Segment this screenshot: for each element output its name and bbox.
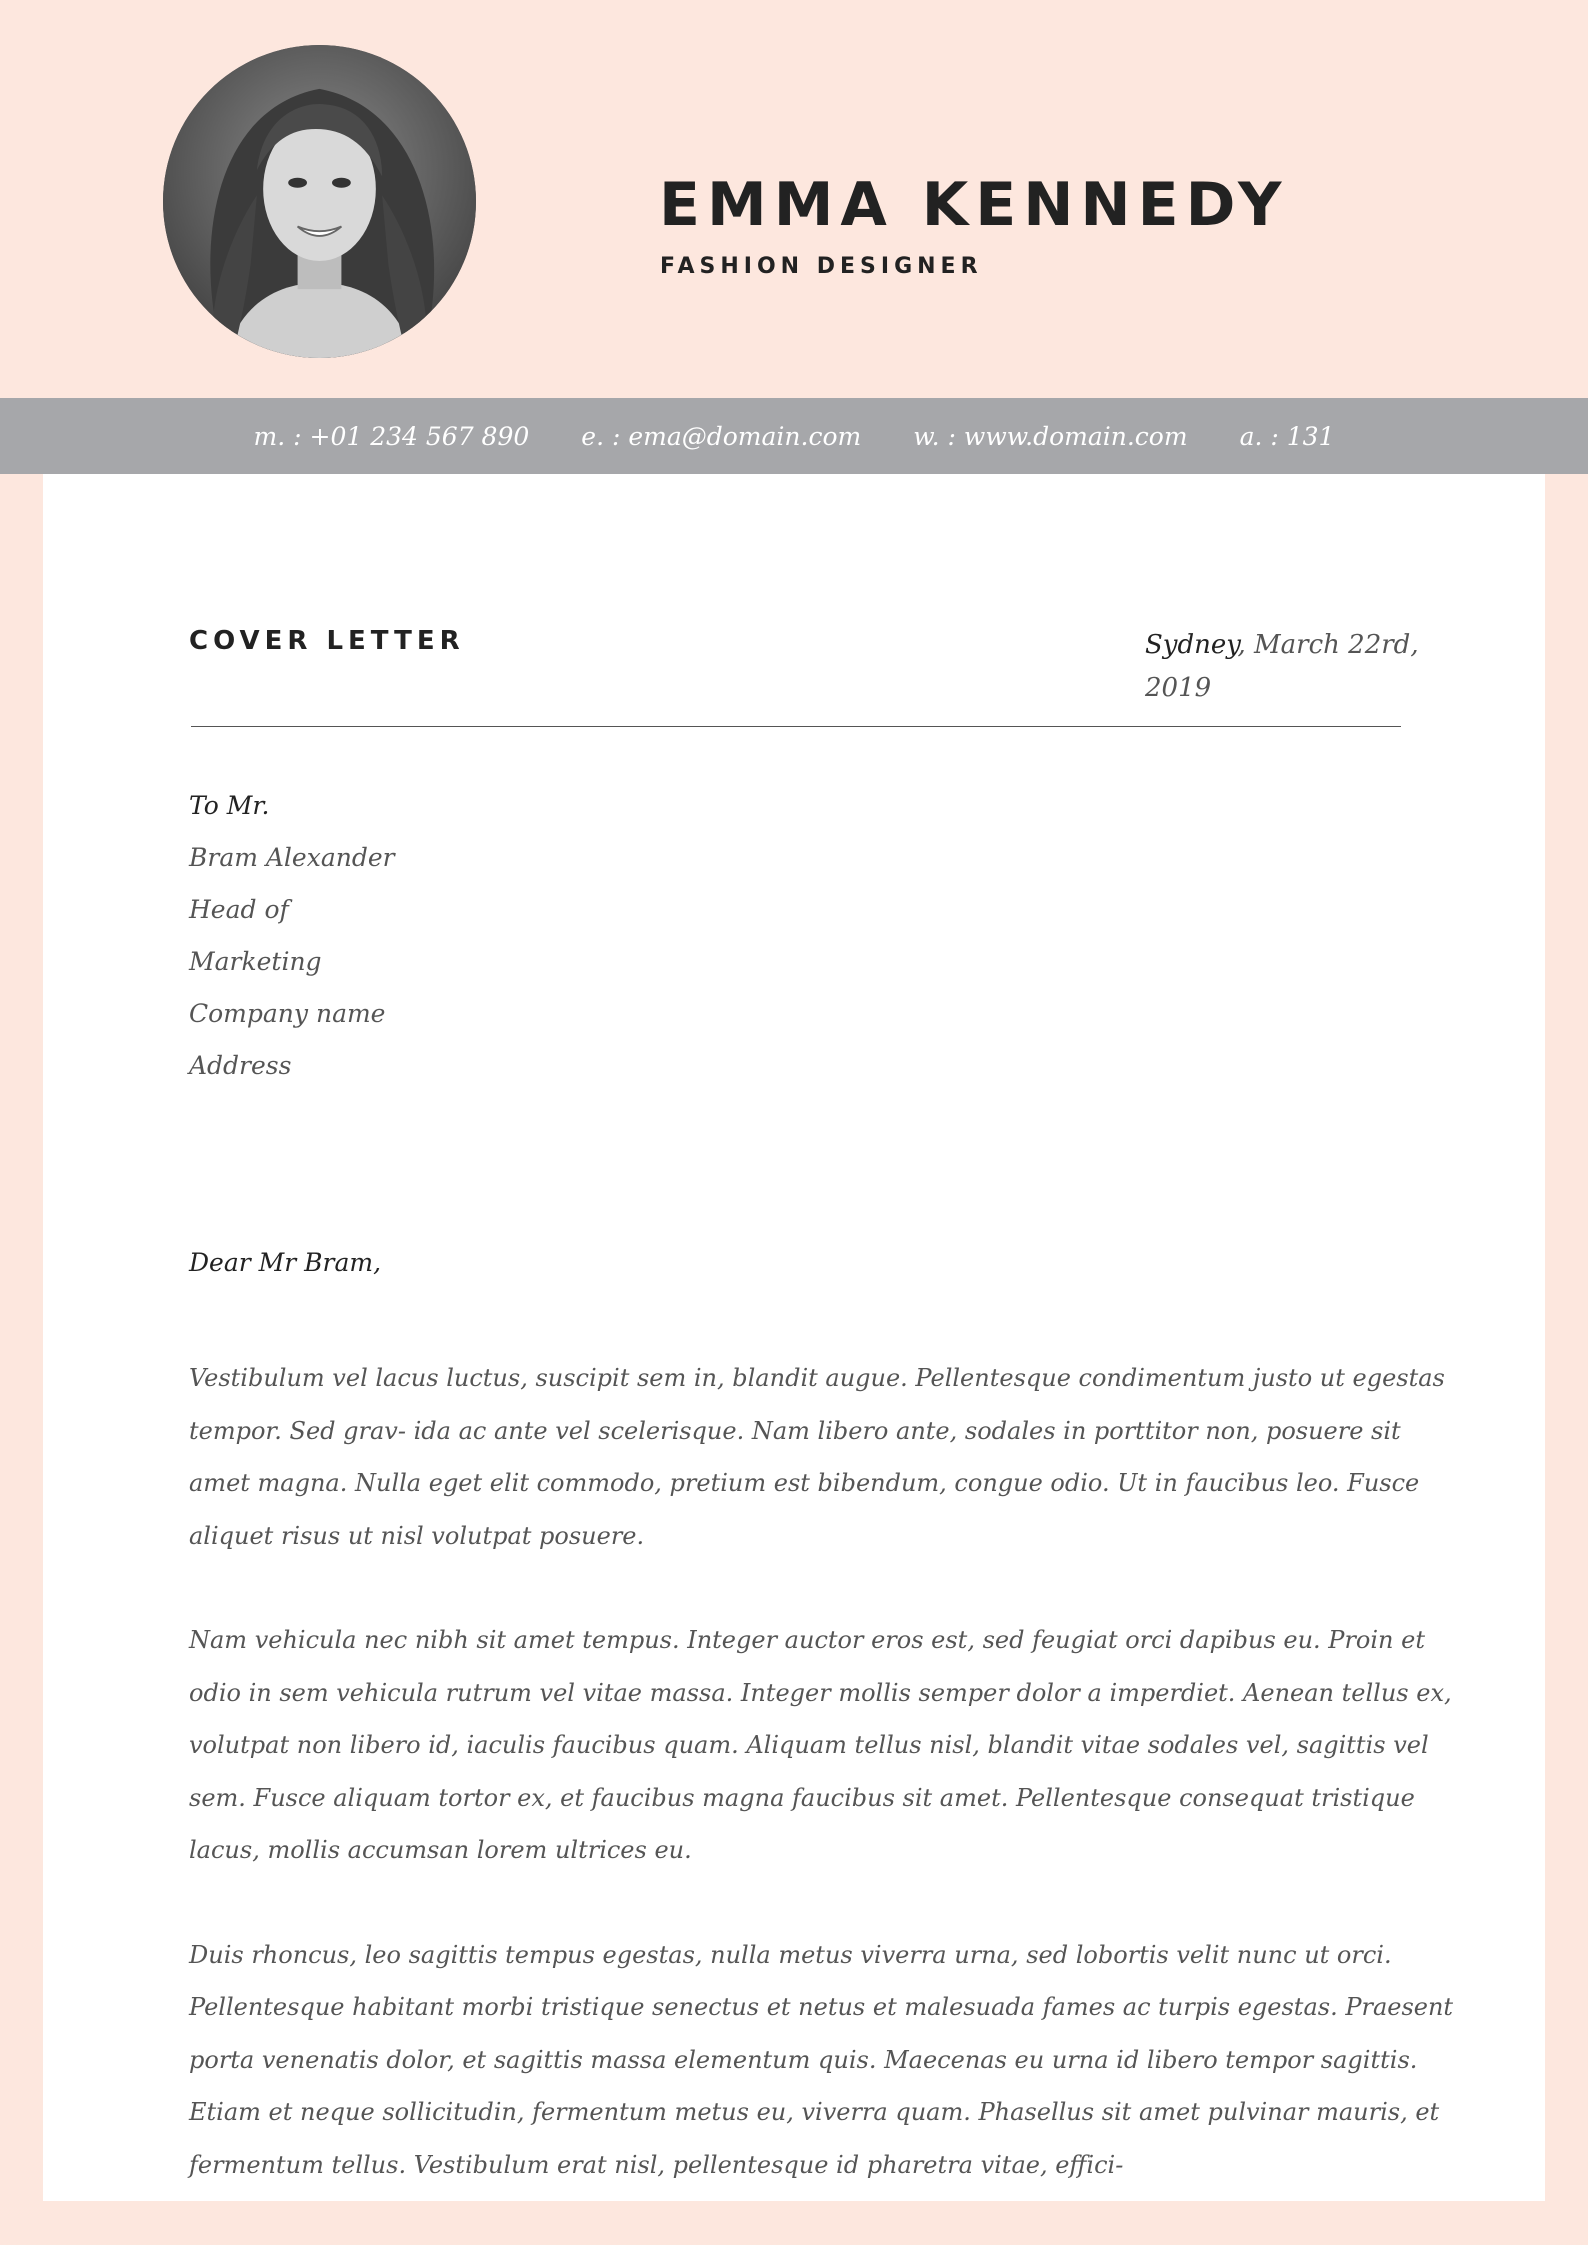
contact-bar <box>0 398 1588 474</box>
divider <box>191 726 1401 727</box>
paragraph: Vestibulum vel lacus luctus, suscipit sem in, blandit augue. Pellentesque condimentum justo ut egestas tempor. Sed grav- ida ac ante vel scelerisque. Nam libero ante, sodales in porttitor non, posuere sit amet magna. Nulla eget elit commodo, pretium est bibendum, congue odio. Ut in faucibus leo. Fusce aliquet risus ut nisl volutpat posuere. <box>189 1364 1445 1550</box>
portrait-image <box>163 45 476 358</box>
section-title: COVER LETTER <box>189 626 465 656</box>
letter-date <box>1145 624 1445 710</box>
applicant-name: EMMA KENNEDY <box>659 170 1289 240</box>
contact-phone: m. : +01 234 567 890 <box>253 421 530 451</box>
contact-email: e. : ema@domain.com <box>581 421 862 451</box>
job-title: FASHION DESIGNER <box>660 254 983 279</box>
date-text: , March 22rd, 2019 <box>1145 630 1419 703</box>
letter-paragraphs <box>189 1352 1454 2243</box>
contact-address: a. : 131 <box>1239 421 1335 451</box>
recipient-department: Marketing <box>189 947 322 976</box>
recipient-company: Company name <box>189 999 386 1028</box>
recipient-title: Head of <box>189 895 289 924</box>
date-city: Sydney <box>1145 630 1238 660</box>
paragraph: Nam vehicula nec nibh sit amet tempus. Integer auctor eros est, sed feugiat orci dapibus eu. Proin et odio in sem vehicula rutrum vel vitae massa. Integer mollis semper dolor a imperdiet. Aenean tellus ex, volutpat non libero id, iaculis faucibus quam. Aliquam tellus nisl, blandit vitae sodales vel, sagittis vel sem. Fusce aliquam tortor ex, et faucibus magna faucibus sit amet. Pellentesque consequat tristique lacus, mollis accumsan lorem ultrices eu. <box>189 1626 1452 1864</box>
contact-website: w. : www.domain.com <box>913 421 1188 451</box>
paragraph: Duis rhoncus, leo sagittis tempus egestas, nulla metus viverra urna, sed lobortis velit nunc ut orci. Pellentesque habitant morbi tristique senectus et netus et malesuada fames ac turpis egestas. Praesent porta venenatis dolor, et sagittis massa elementum quis. Maecenas eu urna id libero tempor sagittis. Etiam et neque sollicitudin, fermentum metus eu, viverra quam. Phasellus sit amet pulvinar mauris, et fermentum tellus. Vestibulum erat nisl, pellentesque id pharetra vitae, effici- <box>189 1940 1454 2179</box>
recipient-name: Bram Alexander <box>189 843 395 872</box>
recipient-salutation: To Mr. <box>189 791 270 820</box>
letter-body <box>43 474 1545 2201</box>
greeting: Dear Mr Bram, <box>189 1248 382 1277</box>
recipient-block <box>189 780 395 1092</box>
header <box>0 0 1588 398</box>
recipient-address: Address <box>189 1051 292 1080</box>
profile-photo <box>163 45 476 358</box>
